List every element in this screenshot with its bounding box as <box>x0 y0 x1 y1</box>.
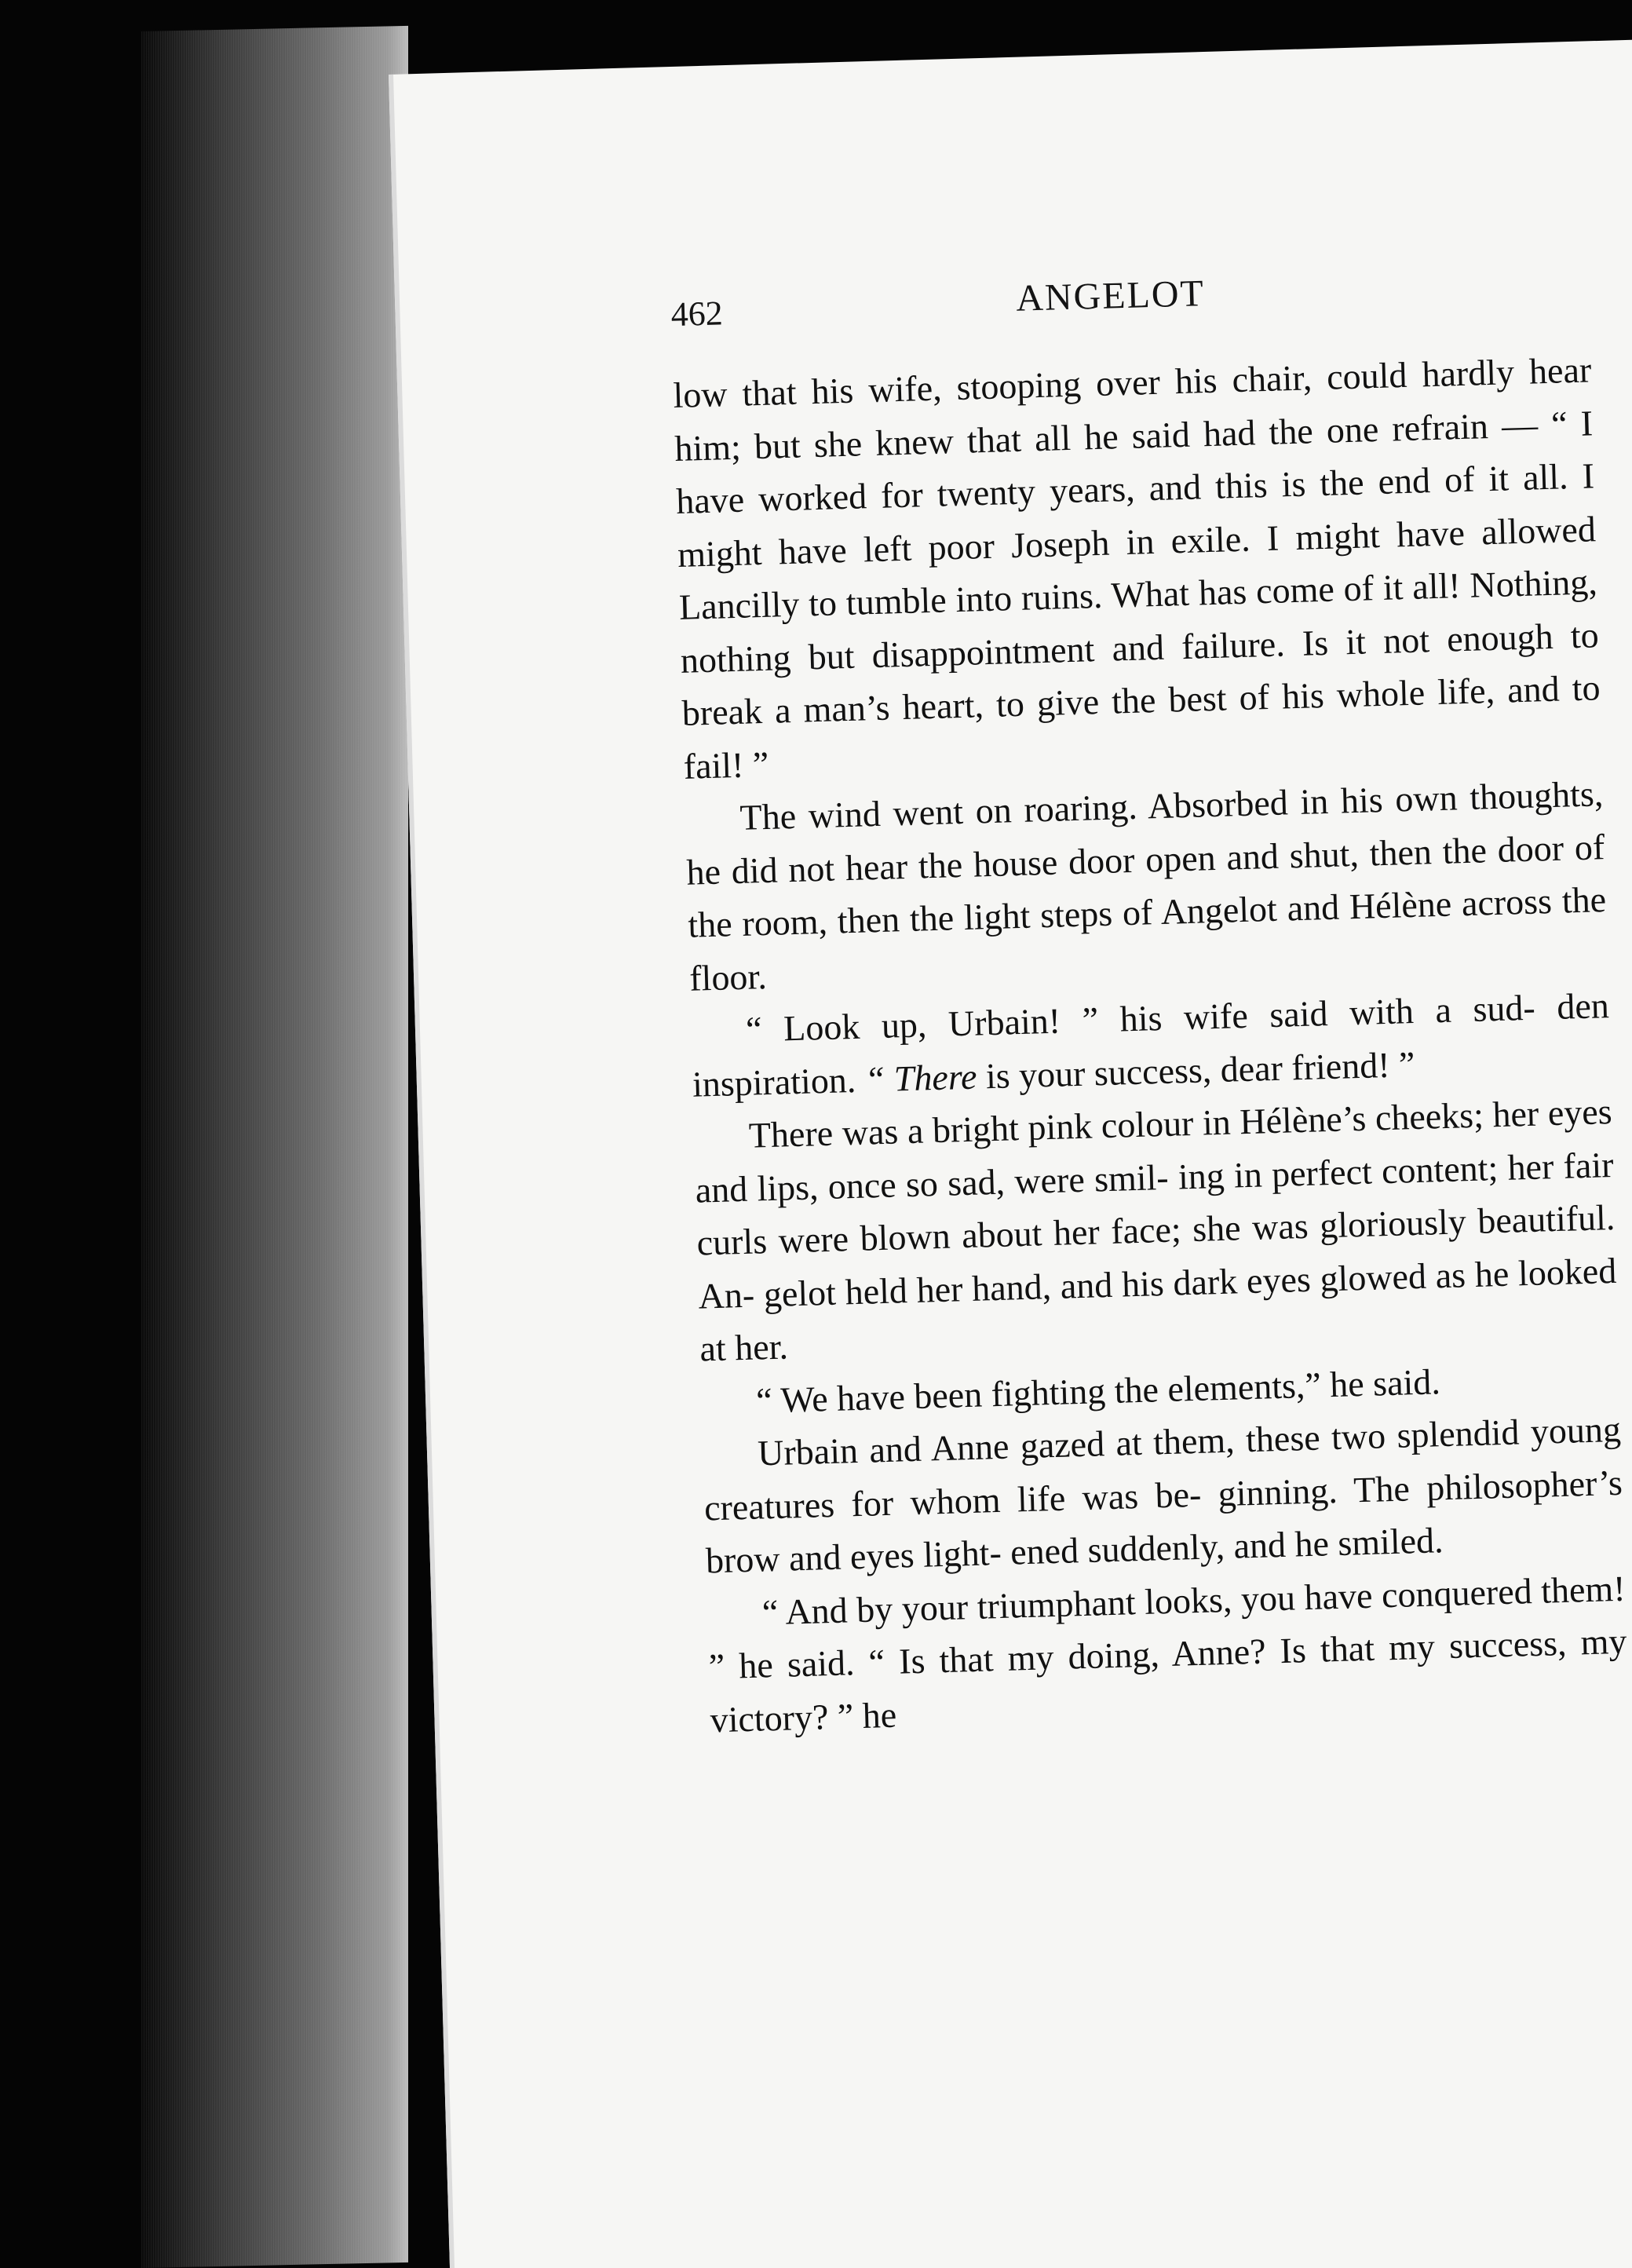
paragraph <box>706 1561 1629 1746</box>
text-line: ened suddenly, and he smiled. <box>1010 1520 1444 1572</box>
text-line: years, and this is the end of it all. I might have <box>677 455 1595 575</box>
text-line: floor. <box>688 955 768 999</box>
body-text <box>673 343 1630 1746</box>
page-number: 462 <box>670 294 724 334</box>
text-line: den inspiration. <box>692 985 1610 1105</box>
text-line: hardly hear him; but she knew that all he said <box>674 349 1592 469</box>
paragraph <box>673 343 1603 792</box>
book-page <box>389 39 1632 2268</box>
running-head <box>670 258 1632 341</box>
text-line: ginning. The philosopher’s brow and eyes light- <box>705 1462 1623 1581</box>
text-line: The wind went on roaring. Absorbed in his <box>739 780 1384 838</box>
text-line: Anne? Is that my success, my victory? ” he <box>709 1620 1628 1740</box>
paragraph <box>702 1403 1624 1587</box>
text-line: about her face; she was gloriously beautiful. An- <box>697 1196 1616 1317</box>
text-line: “ And by your triumphant looks, you have <box>761 1575 1374 1632</box>
text-line: “ We have been fighting the elements,” he said. <box>755 1360 1441 1421</box>
text-line: had the one refrain — “ I have worked for twenty <box>675 402 1594 521</box>
text-line: he looked at her. <box>699 1250 1617 1369</box>
paragraph <box>693 1085 1619 1375</box>
text-line: Urbain and Anne gazed at them, these two <box>757 1415 1386 1474</box>
text-line: conquered them! ” he said. “ Is that my doing, <box>708 1568 1627 1687</box>
text-line: left poor Joseph in exile. I might have allowed <box>863 508 1597 569</box>
paragraph <box>685 767 1608 1005</box>
text-line: Lancilly to tumble into ruins. What has come of <box>678 568 1375 627</box>
text-line: to give the best of his whole life, and to fail! ” <box>683 667 1601 787</box>
text-line: low that his wife, stooping over his chair, could <box>672 354 1408 416</box>
running-title: ANGELOT <box>1015 272 1206 320</box>
text-line: ing in perfect content; her fair curls were blown <box>696 1144 1615 1263</box>
text-line: own thoughts, he did not hear the house door <box>685 773 1604 893</box>
text-line: cheeks; her eyes and lips, once so sad, were smil- <box>695 1091 1613 1211</box>
text-line: the light steps of Angelot and Hélène across the <box>909 879 1607 939</box>
page-edges <box>141 26 408 2268</box>
text-line: “ Look up, Urbain! ” his wife said with a sud- <box>745 987 1536 1050</box>
text-line: open and shut, then the door of the room, then <box>687 826 1605 945</box>
italic-text: “ There <box>864 1056 978 1100</box>
text-line: failure. Is it not enough to break a man’s heart, <box>681 614 1600 733</box>
text-line: There was a bright pink colour in Hélène’s <box>748 1097 1367 1156</box>
text-line: friend! ” <box>1291 1043 1416 1087</box>
text-line: gelot held her hand, and his dark eyes glowed as <box>763 1254 1466 1314</box>
text-line: is your success, dear <box>985 1047 1283 1096</box>
text-line: splendid young creatures for whom life was be- <box>703 1408 1622 1528</box>
text-line: it all! Nothing, nothing but disappointment and <box>680 561 1598 681</box>
